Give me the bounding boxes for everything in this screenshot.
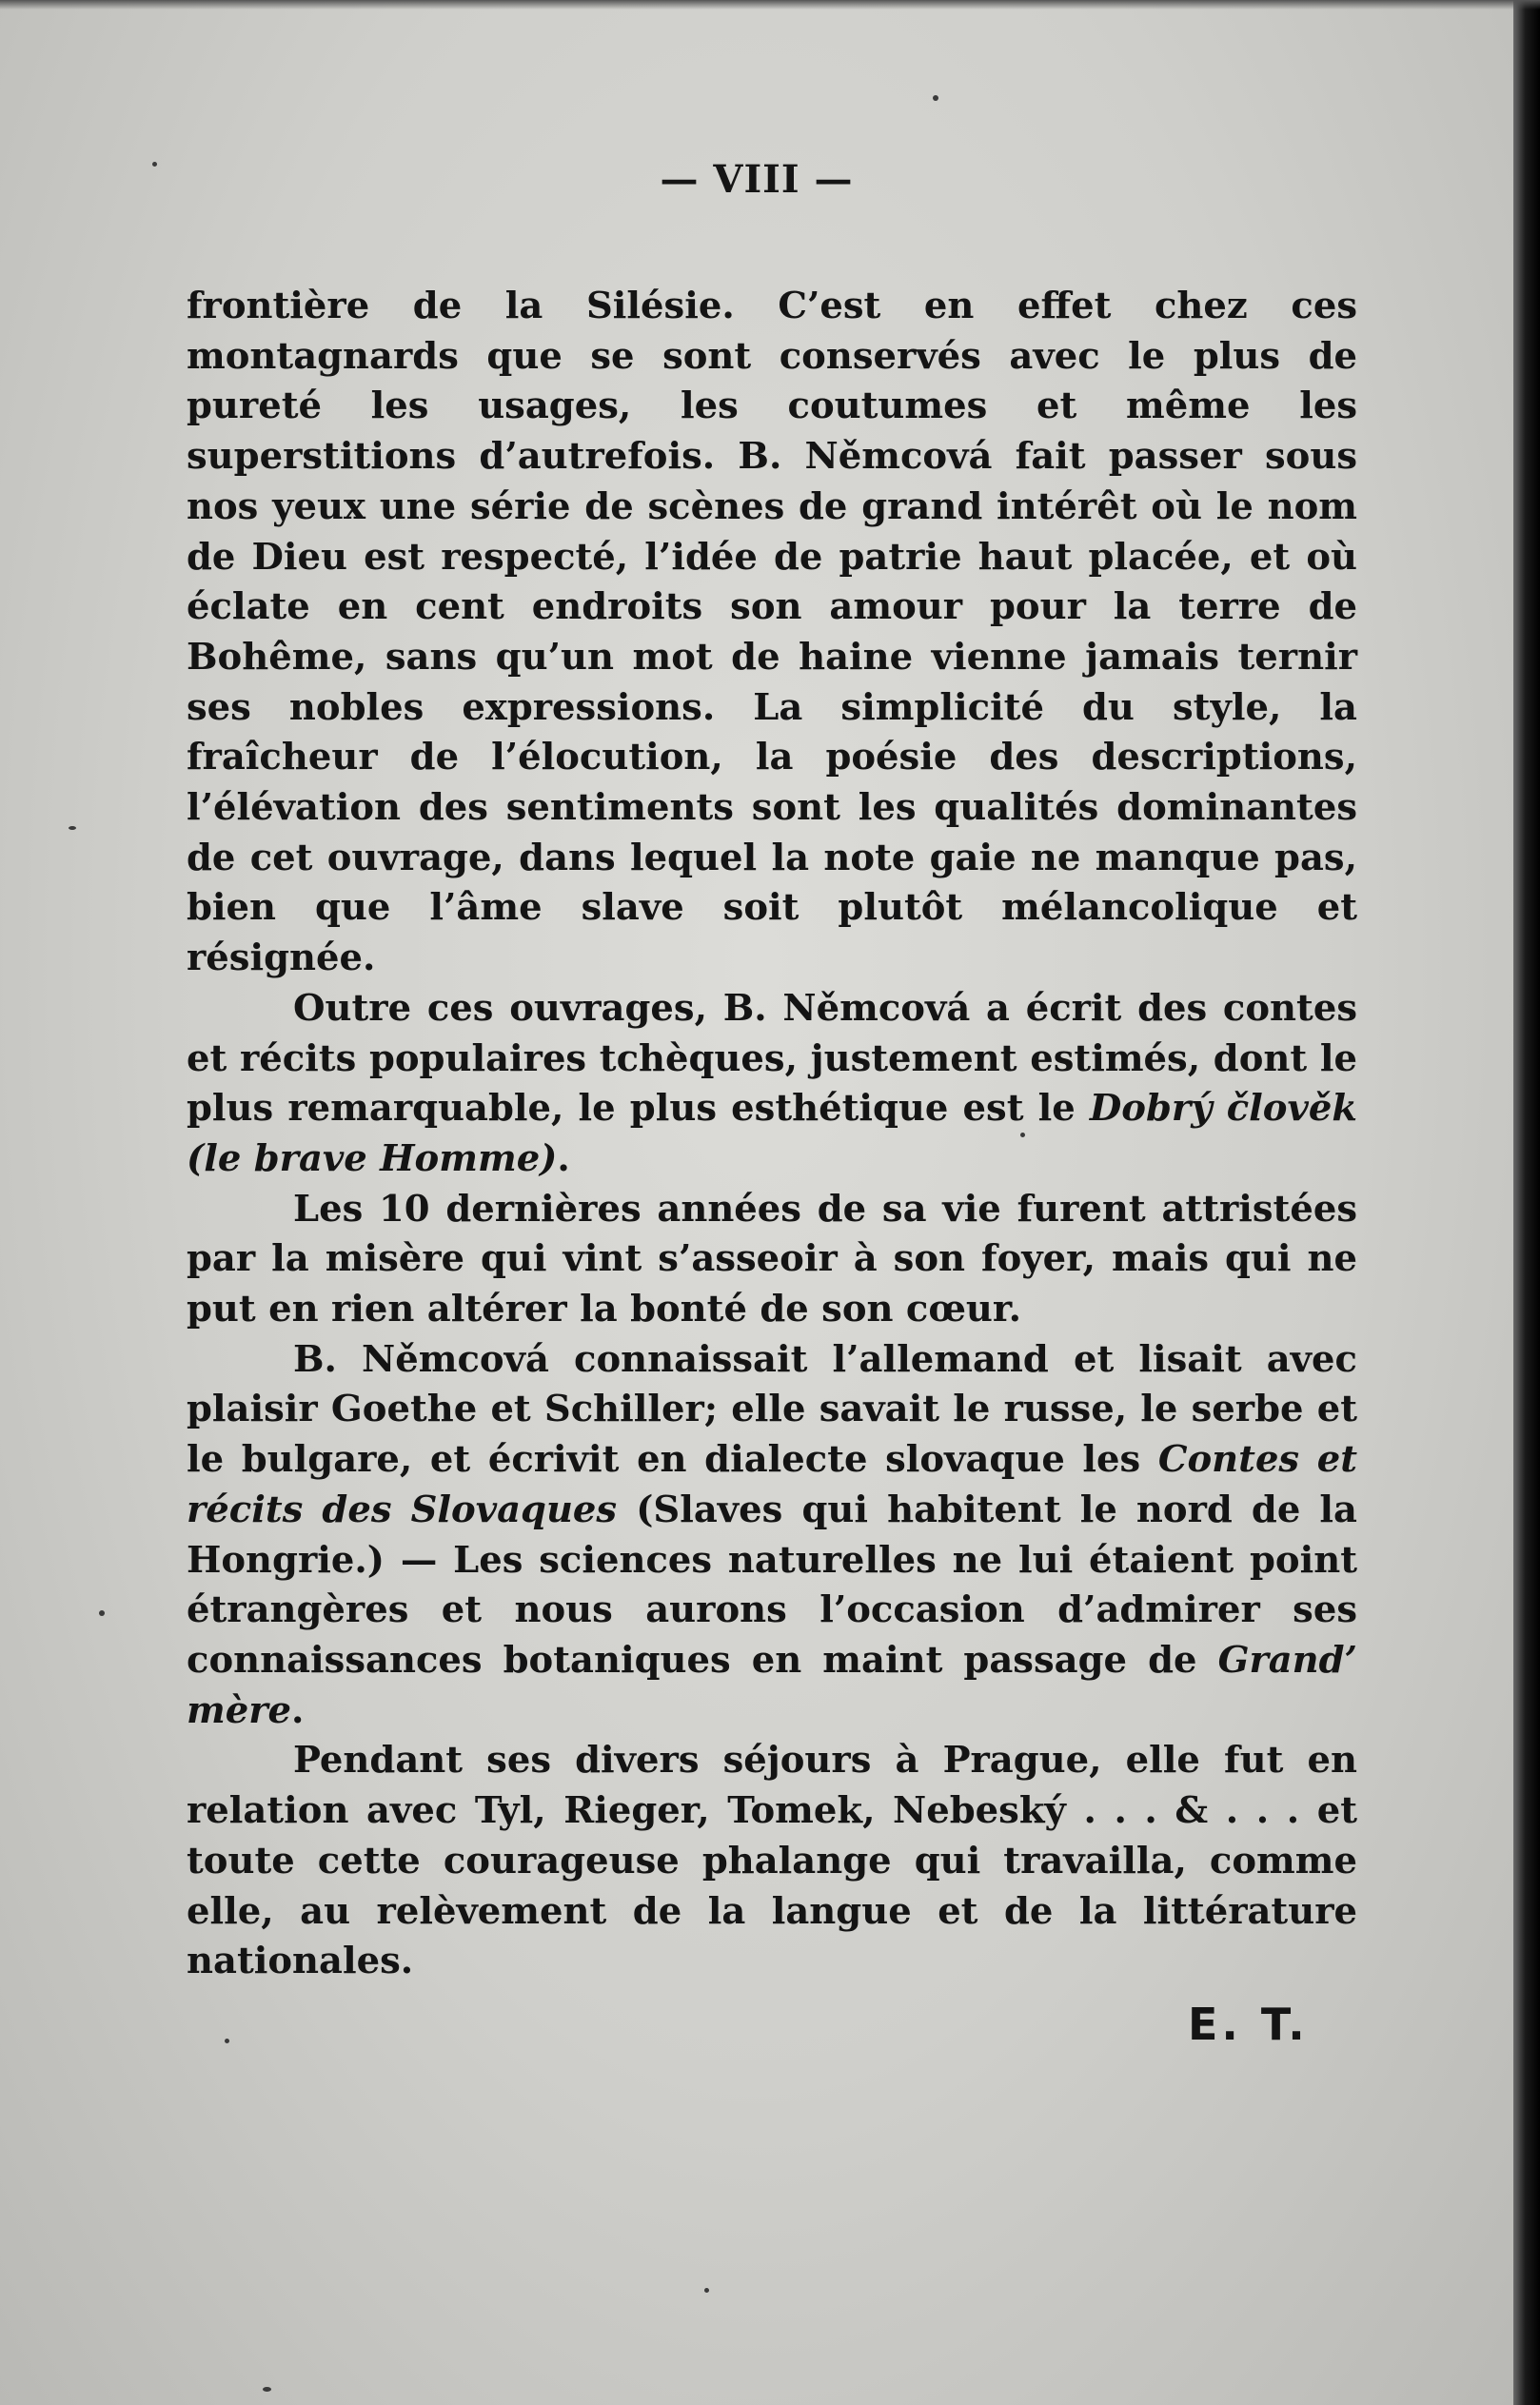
paragraph-text: . <box>557 1136 570 1180</box>
paper-speck <box>152 162 157 167</box>
paper-speck <box>225 2039 229 2043</box>
paragraph-text: Pendant ses divers séjours à Prague, elle fut en relation avec Tyl, Rieger, Tomek, Nebeský . . . & . . . et toute cette courageuse phalange qui travailla, comme elle, au relèvement de la langue et de la littérature nationales. <box>187 1739 1357 1983</box>
paragraph-text: frontière de la Silésie. C’est en effet chez ces montagnards que se sont conservés avec le plus de pureté les usages, les coutumes et même les superstitions d’autrefois. B. Němcová fait passer sous nos yeux une série de scènes de grand intérêt où le nom de Dieu est respecté, l’idée de patrie haut placée, et où éclate en cent endroits son amour pour la terre de Bohême, sans qu’un mot de haine vienne jamais ternir ses nobles expressions. La simplicité du style, la fraîcheur de l’élocution, la poésie des descriptions, l’élévation des sentiments sont les qualités dominantes de cet ouvrage, dans lequel la note gaie ne manque pas, bien que l’âme slave soit plutôt mélancolique et résignée. <box>187 285 1357 980</box>
paragraph-2 <box>187 984 1357 1185</box>
paper-speck <box>99 1610 105 1616</box>
paragraph-1 <box>187 282 1357 984</box>
page-edge-shadow <box>1513 0 1540 2405</box>
page-number: — VIII — <box>660 157 854 202</box>
body-text <box>187 282 1357 1987</box>
signature-initials: E. T. <box>1188 1999 1309 2050</box>
paragraph-5 <box>187 1736 1357 1987</box>
paper-speck <box>1020 1133 1025 1137</box>
paper-speck <box>263 2387 271 2392</box>
paper-speck <box>704 2288 709 2293</box>
book-title-contes-slovaques: Contes et récits des Slovaques <box>187 1438 1358 1531</box>
book-title-grand-mere: Grand’ mère <box>187 1638 1357 1732</box>
book-title-dobry-clovek: Dobrý člověk (le brave Homme) <box>187 1087 1357 1180</box>
paragraph-text: . <box>291 1688 305 1732</box>
paragraph-text: B. Němcová connaissait l’allemand et lisait avec plaisir Goethe et Schiller; elle savait le russe, le serbe et le bulgare, et écrivit en dialecte slovaque les <box>187 1337 1357 1482</box>
page-top-shadow <box>0 0 1540 10</box>
paragraph-4 <box>187 1335 1357 1737</box>
paragraph-text: Les 10 dernières années de sa vie furent attristées par la misère qui vint s’asseoir à son foyer, mais qui ne put en rien altérer la bonté de son cœur. <box>187 1187 1357 1331</box>
paragraph-text: (Slaves qui habitent le nord de la Hongrie.) — Les sciences naturelles ne lui étaient point étrangères et nous aurons l’occasion d’admirer ses connaissances botaniques en maint passage de <box>187 1488 1357 1682</box>
paper-speck <box>69 826 76 830</box>
paper-speck <box>933 95 938 101</box>
paragraph-text: Outre ces ouvrages, B. Němcová a écrit des contes et récits populaires tchèques, justement estimés, dont le plus remarquable, le plus esthétique est le <box>187 986 1357 1131</box>
paragraph-3 <box>187 1185 1357 1335</box>
